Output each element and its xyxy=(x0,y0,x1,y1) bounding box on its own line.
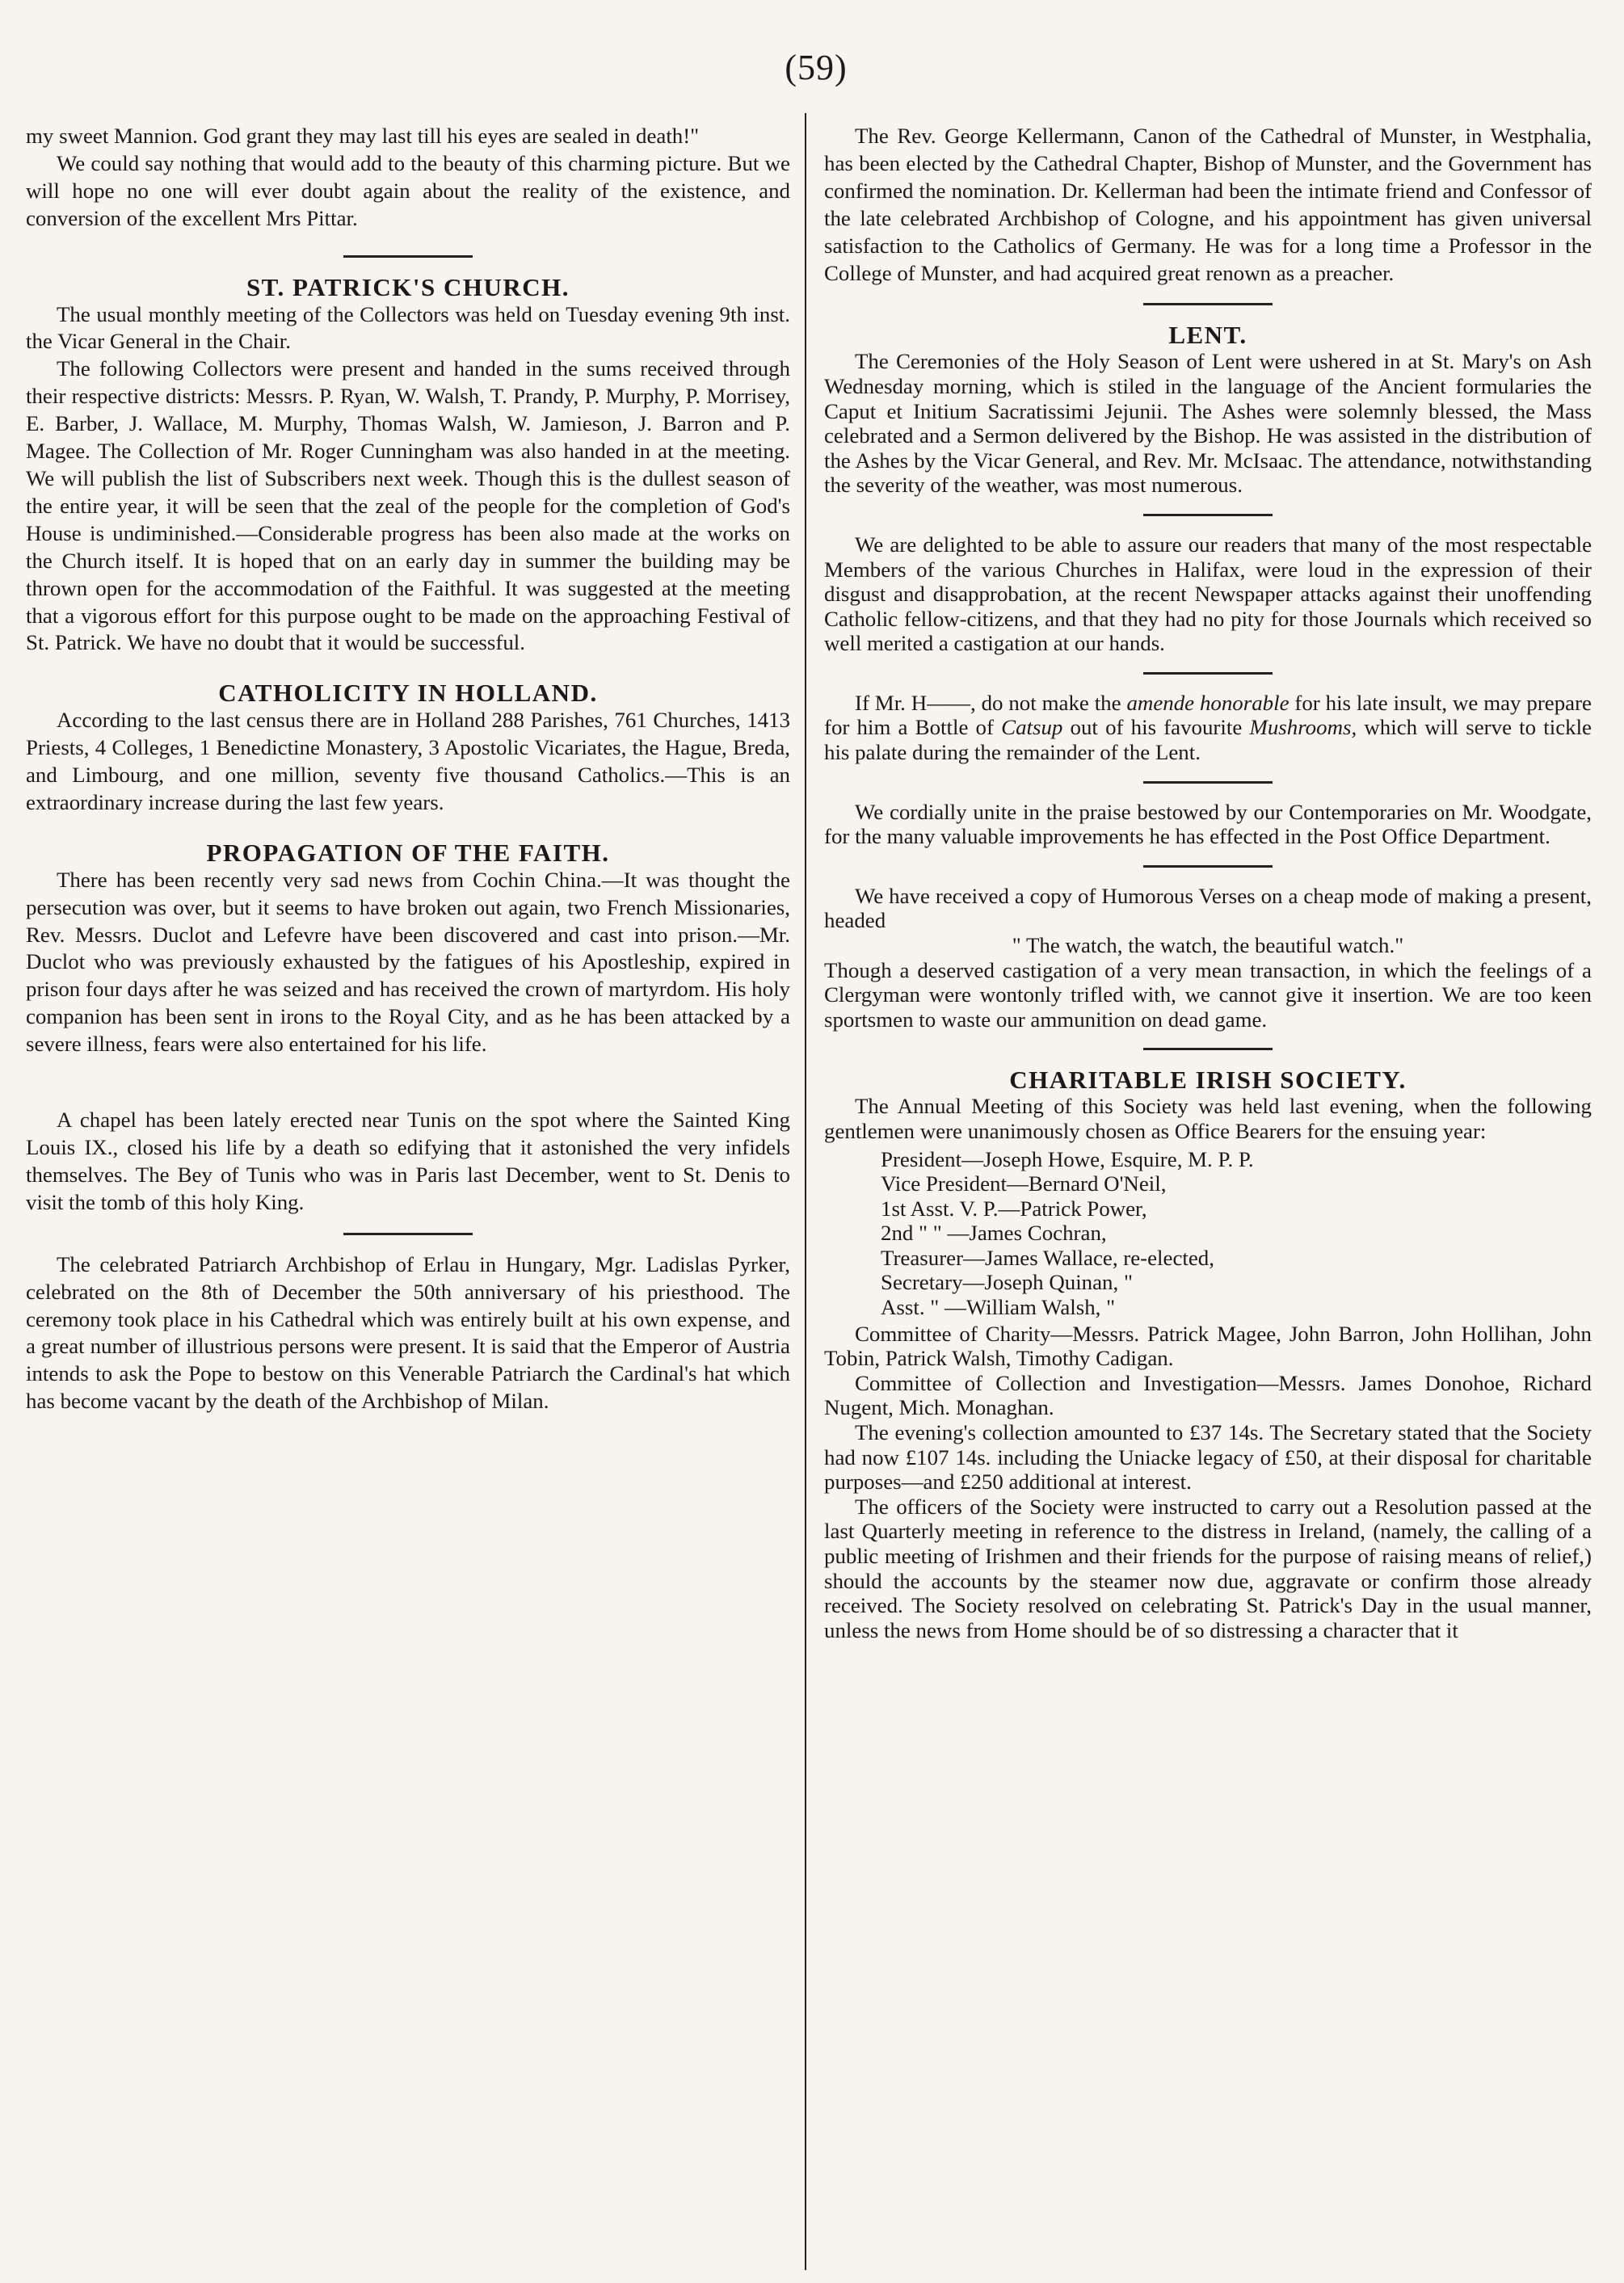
right-column xyxy=(824,123,1592,1642)
catsup-paragraph xyxy=(824,691,1592,765)
church-paragraph-2: The following Collectors were present and handed in the sums received through their respective districts: Messrs. P. Ryan, W. Walsh, T. Prandy, P. Murphy, P. Morrisey, E. Barber, J. Wallace, M. Murphy, Thomas Walsh, W. Jamieson, J. Barron and P. Magee. The Collection of Mr. Roger Cunningham was also handed in at the meeting. We will publish the list of Subscribers next week. Though this is the dullest season of the entire year, it will be seen that the zeal of the people for the completion of God's House is undiminished.—Considerable progress has been also made at the works on the Church itself. It is hoped that on an early day in summer the building may be thrown open for the accommodation of the Faithful. It was suggested at the meeting that a vigorous effort for this purpose ought to be made on the approaching Festival of St. Patrick. We have no doubt that it would be successful. xyxy=(26,356,790,655)
catsup-text-4: which will serve to tickle his palate during the remainder of the Lent. xyxy=(824,715,1592,765)
catsup-italic-1: amende honorable xyxy=(1126,690,1290,715)
officer-line: Asst. " —William Walsh, " xyxy=(881,1295,1116,1320)
catsup-text-2: for his late insult, we may prepare for him a Bottle of xyxy=(824,690,1592,740)
kellermann-paragraph: The Rev. George Kellermann, Canon of the Cathedral of Munster, in Westphalia, has been elected by the Cathedral Chapter, Bishop of Munster, and the Government has confirmed the nomination. Dr. Kellerman had been the intimate friend and Confessor of the late celebrated Archbishop of Cologne, and his appointment has given universal satisfaction to the Catholics of Germany. He was for a long time a Professor in the College of Munster, and had acquired great renown as a preacher. xyxy=(824,124,1592,285)
faith-paragraph: There has been recently very sad news from Cochin China.—It was thought the persecution was over, but it seems to have broken out again, two French Missionaries, Rev. Messrs. Duclot and Lefevre have been discovered and cast into prison.—Mr. Duclot who was previously exhausted by the fatigues of his Apostleship, expired in prison four days after he was seized and has received the crown of martyrdom. His holy companion has been sent in irons to the Royal City, and as he has been attacked by a severe illness, fears were also entertained for his life. xyxy=(26,867,790,1057)
catsup-italic-2: Catsup xyxy=(1001,715,1063,740)
delighted-paragraph: We are delighted to be able to assure our readers that many of the most respectable Members of the various Churches in Halifax, were loud in the expression of their disgust and disapprobation, at the recent Newspaper attacks against their unoffending Catholic fellow-citizens, and that they had no pity for those Journals which received so well merited a castigation at our hands. xyxy=(824,532,1592,656)
left-column xyxy=(26,123,790,1415)
tunis-paragraph: A chapel has been lately erected near Tunis on the spot where the Sainted King Louis IX., closed his life by a death so edifying that it astonished the very infidels themselves. The Bey of Tunis who was in Paris last December, went to St. Denis to visit the tomb of this holy King. xyxy=(26,1108,790,1214)
irish-paragraph-1: The Annual Meeting of this Society was held last evening, when the following gentlemen were unanimously chosen as Office Bearers for the ensuing year: xyxy=(824,1094,1592,1143)
charity-committee-paragraph: Committee of Charity—Messrs. Patrick Magee, John Barron, John Hollihan, John Tobin, Patrick Walsh, Timothy Cadigan. xyxy=(824,1321,1592,1371)
holland-heading: CATHOLICITY IN HOLLAND. xyxy=(218,679,598,708)
column-divider xyxy=(805,113,806,2270)
holland-paragraph: According to the last census there are in Holland 288 Parishes, 761 Churches, 1413 Priests, 4 Colleges, 1 Benedictine Monastery, 3 Apostolic Vicariates, the Hague, Breda, and Limbourg, and one million, seventy five thousand Catholics.—This is an extraordinary increase during the last few years. xyxy=(26,708,790,814)
officer-line: Secretary—Joseph Quinan, " xyxy=(881,1270,1133,1295)
officer-line: Vice President—Bernard O'Neil, xyxy=(881,1171,1167,1196)
verses-paragraph-1: We have received a copy of Humorous Verses on a cheap mode of making a present, headed xyxy=(824,883,1592,933)
irish-society-heading: CHARITABLE IRISH SOCIETY. xyxy=(1009,1066,1407,1095)
verses-quote: " The watch, the watch, the beautiful watch." xyxy=(1012,933,1404,958)
catsup-italic-3: Mushrooms, xyxy=(1249,715,1357,740)
pittar-paragraph: We could say nothing that would add to the beauty of this charming picture. But we will hope no one will ever doubt again about the reality of the existence, and conversion of the excellent Mrs Pittar. xyxy=(26,150,790,230)
mannion-continuation: my sweet Mannion. God grant they may last till his eyes are sealed in death!" xyxy=(26,124,700,148)
catsup-text-1: If Mr. H——, do not make the xyxy=(855,690,1127,715)
lent-heading: LENT. xyxy=(1168,321,1247,350)
faith-heading: PROPAGATION OF THE FAITH. xyxy=(206,838,610,867)
officer-line: 1st Asst. V. P.—Patrick Power, xyxy=(881,1196,1147,1221)
officer-line: President—Joseph Howe, Esquire, M. P. P. xyxy=(881,1146,1254,1171)
collection-committee-paragraph: Committee of Collection and Investigation—Messrs. James Donohoe, Richard Nugent, Mich. Monaghan. xyxy=(824,1370,1592,1420)
verses-paragraph-2: Though a deserved castigation of a very mean transaction, in which the feelings of a Clergyman were wontonly trifled with, we cannot give it insertion. We are too keen sportsmen to waste our ammunition on dead game. xyxy=(824,957,1592,1032)
church-heading: ST. PATRICK'S CHURCH. xyxy=(246,272,570,301)
church-paragraph-1: The usual monthly meeting of the Collectors was held on Tuesday evening 9th inst. the Vicar General in the Chair. xyxy=(26,301,790,354)
officers-list xyxy=(824,1147,1592,1320)
erlau-paragraph: The celebrated Patriarch Archbishop of Erlau in Hungary, Mgr. Ladislas Pyrker, celebrated on the 8th of December the 50th anniversary of his priesthood. The ceremony took place in his Cathedral which was entirely built at his own expense, and a great number of illustrious persons were present. It is said that the Emperor of Austria intends to ask the Pope to bestow on this Venerable Patriarch the Cardinal's hat which has become vacant by the death of the Archbishop of Milan. xyxy=(26,1251,790,1414)
evening-collection-paragraph: The evening's collection amounted to £37 14s. The Secretary stated that the Society had now £107 14s. including the Uniacke legacy of £50, at their disposal for charitable purposes—and £250 additional at interest. xyxy=(824,1420,1592,1495)
lent-paragraph: The Ceremonies of the Holy Season of Lent were ushered in at St. Mary's on Ash Wednesday morning, which is stiled in the language of the Ancient formularies the Caput et Initium Sacratissimi Jejunii. The Ashes were solemnly blessed, the Mass celebrated and a Sermon delivered by the Bishop. He was assisted in the distribution of the Ashes by the Vicar General, and Rev. Mr. McIsaac. The attendance, notwithstanding the severity of the weather, was most numerous. xyxy=(824,349,1592,498)
officer-line: Treasurer—James Wallace, re-elected, xyxy=(881,1245,1214,1270)
officer-line: 2nd " " —James Cochran, xyxy=(881,1221,1107,1246)
catsup-text-3: out of his favourite xyxy=(1062,715,1250,740)
page-number: (59) xyxy=(785,48,848,87)
society-officers-paragraph: The officers of the Society were instructed to carry out a Resolution passed at the last Quarterly meeting in reference to the distress in Ireland, (namely, the calling of a public meeting of Irishmen and their friends for the purpose of raising means of relief,) should the accounts by the steamer now due, aggravate or confirm those already received. The Society resolved on celebrating St. Patrick's Day in the usual manner, unless the news from Home should be of so distressing a character that it xyxy=(824,1494,1592,1642)
woodgate-paragraph: We cordially unite in the praise bestowed by our Contemporaries on Mr. Woodgate, for the many valuable improvements he has effected in the Post Office Department. xyxy=(824,799,1592,849)
